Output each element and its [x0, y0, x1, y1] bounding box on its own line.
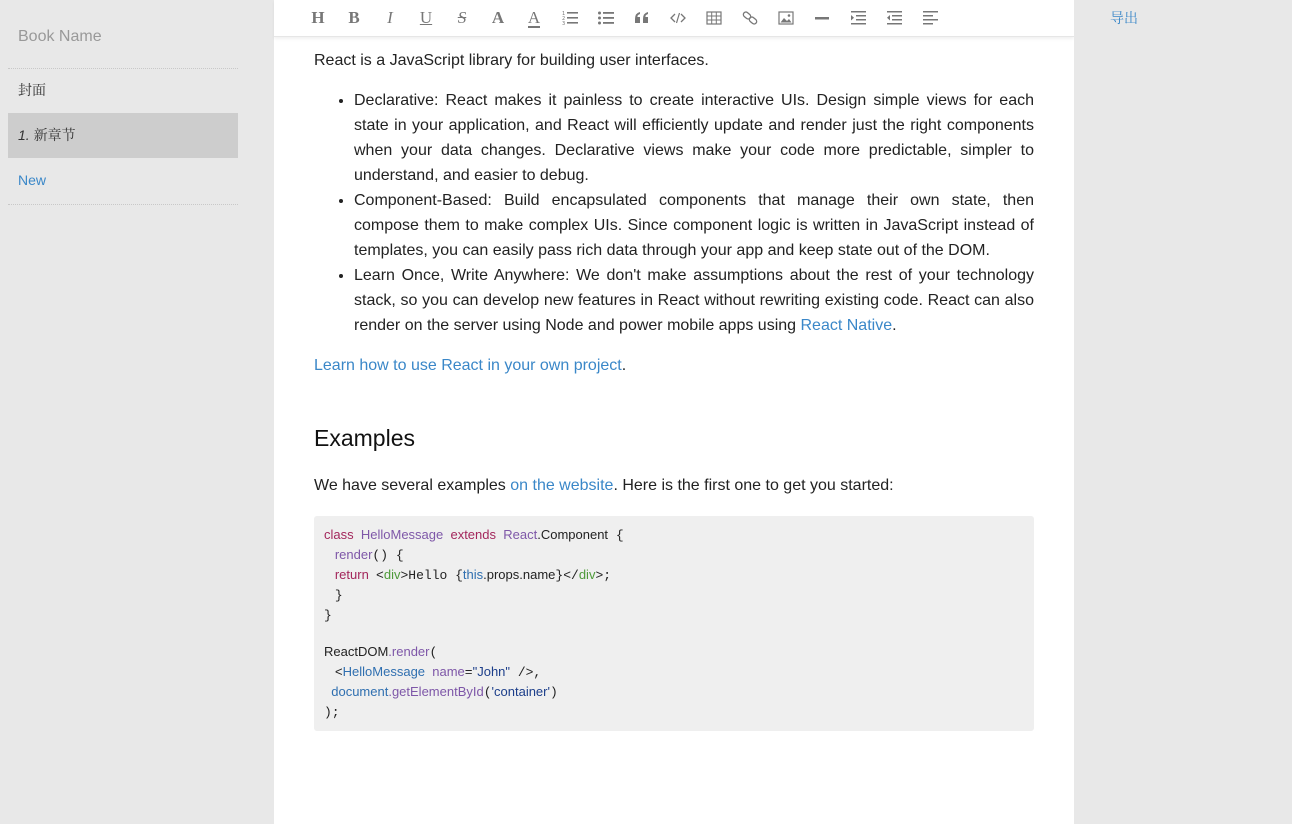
- code-line: render() {: [334, 547, 404, 563]
- code-line: }: [324, 608, 332, 623]
- sidebar-item-label: 封面: [18, 82, 46, 98]
- examples-heading: Examples: [314, 425, 415, 451]
- svg-text:2: 2: [562, 16, 566, 22]
- document-content[interactable]: [314, 38, 1034, 731]
- learn-paragraph: Learn how to use React in your own project.: [314, 357, 627, 374]
- heading-icon[interactable]: H: [311, 8, 325, 27]
- feature-list: [314, 88, 1034, 338]
- align-left-icon[interactable]: [919, 7, 941, 29]
- code-line: <HelloMessage name="John" />,: [334, 664, 542, 680]
- outdent-icon[interactable]: [883, 7, 905, 29]
- table-icon[interactable]: [703, 7, 725, 29]
- italic-icon[interactable]: I: [387, 8, 393, 27]
- code-line: document.getElementById('container'): [331, 684, 558, 700]
- book-name[interactable]: Book Name: [18, 28, 102, 45]
- link-icon[interactable]: [739, 7, 761, 29]
- font-size-icon[interactable]: A: [491, 8, 505, 27]
- image-icon[interactable]: [775, 7, 797, 29]
- ordered-list-icon[interactable]: [559, 7, 581, 29]
- code-line: class HelloMessage extends React.Component {: [324, 527, 624, 543]
- website-examples-link[interactable]: on the website: [510, 477, 614, 494]
- learn-project-link[interactable]: Learn how to use React in your own project: [314, 357, 622, 374]
- quote-icon[interactable]: [631, 7, 653, 29]
- editor-toolbar: [274, 0, 1074, 37]
- sidebar-item-cover[interactable]: [8, 68, 238, 113]
- horizontal-rule-icon[interactable]: [811, 7, 833, 29]
- indent-icon[interactable]: [847, 7, 869, 29]
- code-line: return <div>Hello {this.props.name}</div>;: [334, 567, 612, 583]
- editor: [274, 0, 1074, 824]
- sidebar-item-label: 新章节: [33, 127, 76, 143]
- sidebar-item-chapter-1[interactable]: [8, 113, 238, 158]
- export-link[interactable]: 导出: [1110, 10, 1138, 26]
- code-block: [314, 516, 1034, 731]
- list-item: • Learn Once, Write Anywhere: We don't make assumptions about the rest of your technology stack, so you can develop new features in React without rewriting existing code. React can also render on the server using Node and power mobile apps using React Native.: [354, 263, 1034, 338]
- list-item: • Component-Based: Build encapsulated components that manage their own state, then compose them to make complex UIs. Since component logic is written in JavaScript instead of templates, you can easily pass rich data through your app and keep state out of the DOM.: [354, 188, 1034, 263]
- examples-paragraph: We have several examples on the website. Here is the first one to get you started:: [314, 477, 894, 494]
- svg-text:1: 1: [562, 11, 566, 17]
- strikethrough-icon[interactable]: S: [457, 8, 467, 27]
- right-panel: [1074, 0, 1292, 824]
- code-line: );: [324, 705, 340, 720]
- list-item: • Declarative: React makes it painless to create interactive UIs. Design simple views for each state in your application, and React will efficiently update and render just the right components when your data changes. Declarative views make your code more predictable, simpler to understand, and easier to debug.: [354, 88, 1034, 188]
- svg-text:3: 3: [562, 21, 566, 26]
- underline-icon[interactable]: U: [419, 8, 433, 27]
- sidebar-divider: [8, 204, 238, 205]
- react-native-link[interactable]: React Native: [800, 317, 893, 334]
- sidebar: [0, 0, 274, 824]
- font-color-icon[interactable]: A: [527, 7, 541, 27]
- new-chapter-link[interactable]: New: [18, 172, 47, 188]
- intro-paragraph: React is a JavaScript library for building user interfaces.: [314, 52, 709, 69]
- chapter-number: 1.: [18, 127, 30, 143]
- code-line: ReactDOM.render(: [324, 644, 438, 660]
- code-line: }: [334, 588, 343, 603]
- bold-icon[interactable]: B: [348, 8, 360, 27]
- code-icon[interactable]: [667, 7, 689, 29]
- unordered-list-icon[interactable]: [595, 7, 617, 29]
